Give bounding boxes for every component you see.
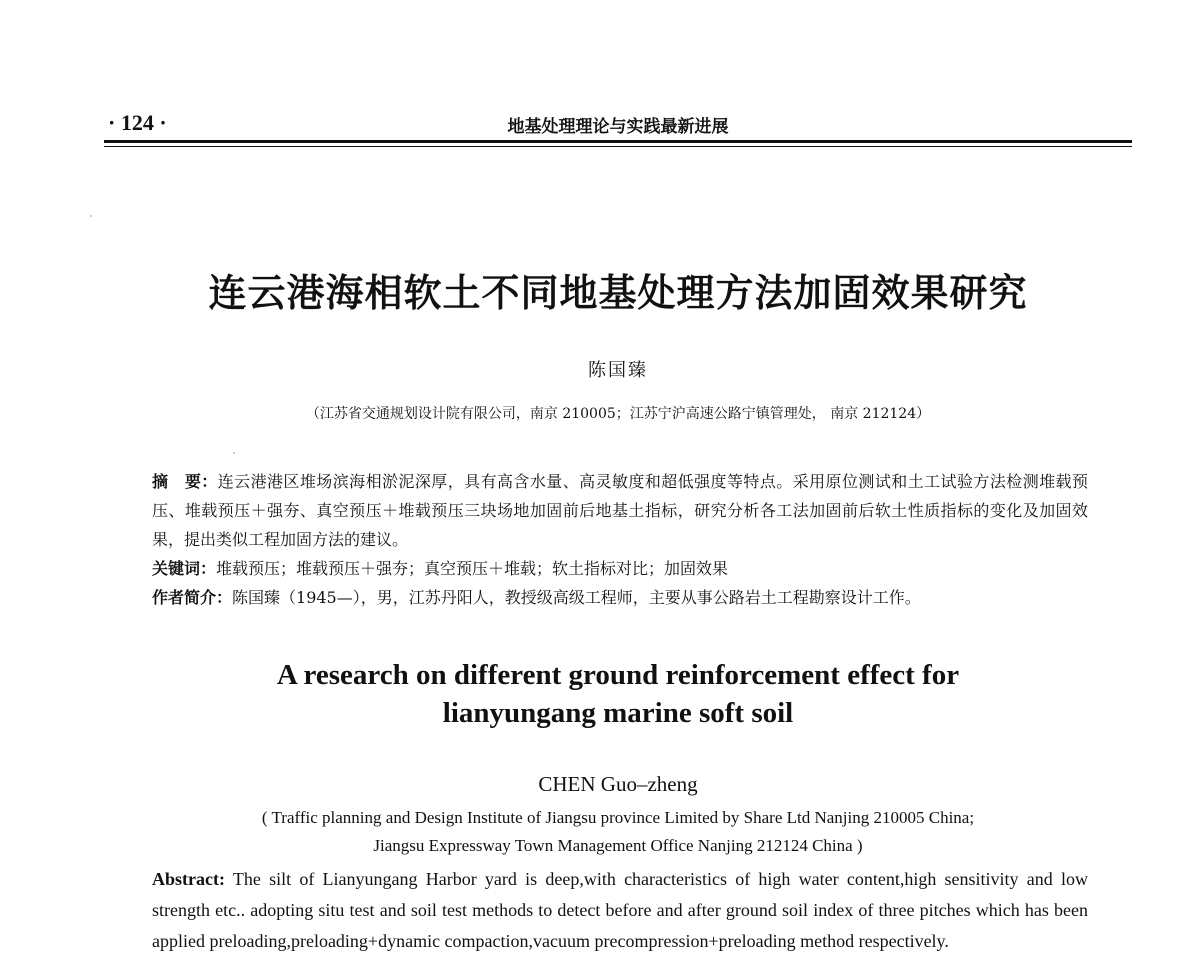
abstract-cn <box>152 467 1088 554</box>
running-title: 地基处理理论与实践最新进展 <box>507 117 729 137</box>
author-bio-cn-text: 陈国臻（1945—），男，江苏丹阳人，教授级高级工程师，主要从事公路岩土工程勘察设计工作。 <box>232 588 921 607</box>
affiliation-en-line1: ( Traffic planning and Design Institute of Jiangsu province Limited by Share Ltd Nanjing 210005 China; <box>261 808 975 827</box>
abstract-cn-label: 摘 要： <box>152 472 218 491</box>
abstract-en-label: Abstract: <box>152 869 225 889</box>
scan-speck <box>233 452 235 454</box>
affiliation-en <box>0 804 1200 860</box>
page-number: · 124 · <box>108 110 167 135</box>
title-cn: 连云港海相软土不同地基处理方法加固效果研究 <box>208 271 1028 315</box>
author-en: CHEN Guo–zheng <box>538 772 698 796</box>
scan-speck <box>90 215 92 217</box>
title-en-line1: A research on different ground reinforcement effect for <box>276 659 960 691</box>
abstract-en <box>152 864 1088 957</box>
keywords-cn-text: 堆载预压；堆载预压＋强夯；真空预压＋堆载；软土指标对比；加固效果 <box>216 559 729 578</box>
affiliation-cn: （江苏省交通规划设计院有限公司，南京 210005；江苏宁沪高速公路宁镇管理处， 南京 212124） <box>305 406 931 422</box>
title-en <box>0 656 1200 732</box>
keywords-cn <box>152 554 1088 583</box>
page-header <box>104 108 1132 138</box>
author-bio-cn-label: 作者简介： <box>152 588 233 607</box>
affiliation-en-line2: Jiangsu Expressway Town Management Office Nanjing 212124 China ) <box>373 836 863 855</box>
author-cn: 陈国臻 <box>588 360 648 381</box>
abstract-en-text: The silt of Lianyungang Harbor yard is deep,with characteristics of high water content,high sensitivity and low strength etc.. adopting situ test and soil test methods to detect before and after ground soil index of three pitches which has been applied preloading,preloading+dynamic compaction,vacuum precompression+preloading method respectively. <box>152 869 1088 951</box>
title-en-line2: lianyungang marine soft soil <box>442 697 794 729</box>
abstract-cn-text: 连云港港区堆场滨海相淤泥深厚，具有高含水量、高灵敏度和超低强度等特点。采用原位测试和土工试验方法检测堆载预压、堆载预压＋强夯、真空预压＋堆载预压三块场地加固前后地基土指标，研究分析各工法加固前后软土性质指标的变化及加固效果，提出类似工程加固方法的建议。 <box>152 472 1088 549</box>
chinese-abstract-block <box>152 467 1088 612</box>
header-rule-thin <box>104 146 1132 147</box>
keywords-cn-label: 关键词： <box>152 559 217 578</box>
author-bio-cn <box>152 583 1088 612</box>
header-rule-thick <box>104 140 1132 143</box>
